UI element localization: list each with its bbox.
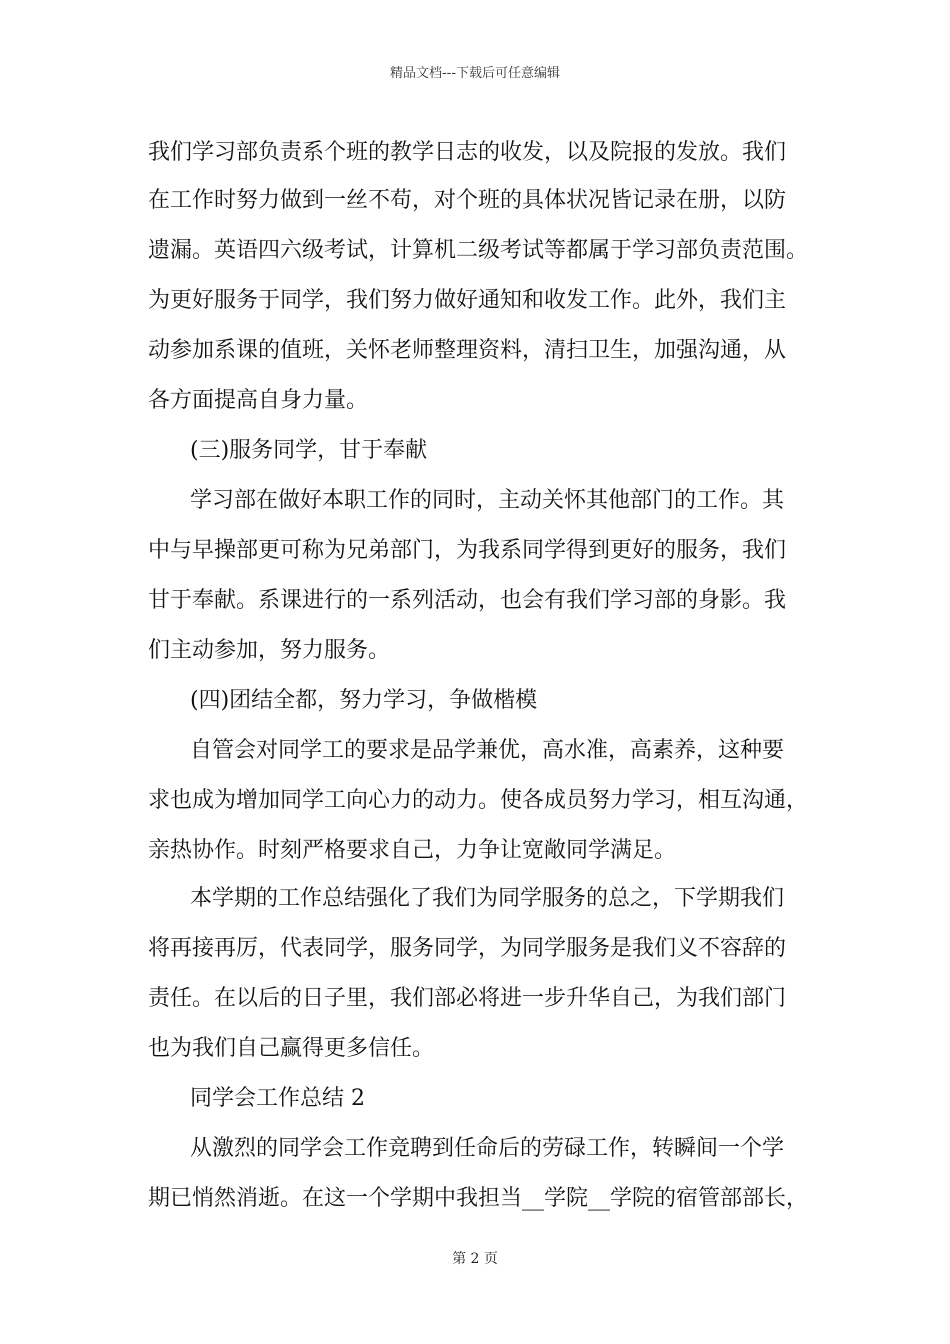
body-line: 将再接再厉，代表同学，服务同学，为同学服务是我们义不容辞的	[148, 936, 787, 961]
section-heading: 同学会工作总结 2	[190, 1086, 365, 1111]
body-line: 求也成为增加同学工向心力的动力。使各成员努力学习，相互沟通，	[148, 788, 809, 813]
body-line: 自管会对同学工的要求是品学兼优，高水准，高素养，这种要	[190, 738, 785, 763]
body-line: 为更好服务于同学，我们努力做好通知和收发工作。此外，我们主	[148, 288, 787, 313]
page-number: 第 2 页	[452, 1251, 498, 1267]
body-line: 遗漏。英语四六级考试，计算机二级考试等都属于学习部负责范围。	[148, 238, 809, 263]
body-line: 期已悄然消逝。在这一个学期中我担当__学院__学院的宿管部部长，	[148, 1186, 809, 1211]
body-line: 我们学习部负责系个班的教学日志的收发，以及院报的发放。我们	[148, 140, 787, 165]
body-line: 亲热协作。时刻严格要求自己，力争让宽敞同学满足。	[148, 838, 677, 863]
body-line: 本学期的工作总结强化了我们为同学服务的总之，下学期我们	[190, 886, 785, 911]
body-line: 们主动参加，努力服务。	[148, 638, 391, 663]
body-line: 从激烈的同学会工作竞聘到任命后的劳碌工作，转瞬间一个学	[190, 1136, 785, 1161]
body-line: 动参加系课的值班，关怀老师整理资料，清扫卫生，加强沟通，从	[148, 338, 787, 363]
body-line: 甘于奉献。系课进行的一系列活动，也会有我们学习部的身影。我	[148, 588, 787, 613]
body-line: 也为我们自己赢得更多信任。	[148, 1036, 435, 1061]
body-line: 责任。在以后的日子里，我们部必将进一步升华自己，为我们部门	[148, 986, 787, 1011]
body-line: 在工作时努力做到一丝不苟，对个班的具体状况皆记录在册，以防	[148, 188, 787, 213]
body-line: 学习部在做好本职工作的同时，主动关怀其他部门的工作。其	[190, 488, 785, 513]
body-line: 中与早操部更可称为兄弟部门，为我系同学得到更好的服务，我们	[148, 538, 787, 563]
section-heading: (四)团结全都，努力学习，争做楷模	[190, 688, 538, 713]
section-heading: (三)服务同学，甘于奉献	[190, 438, 428, 463]
page-header: 精品文档---下载后可任意编辑	[389, 66, 561, 81]
body-line: 各方面提高自身力量。	[148, 388, 369, 413]
